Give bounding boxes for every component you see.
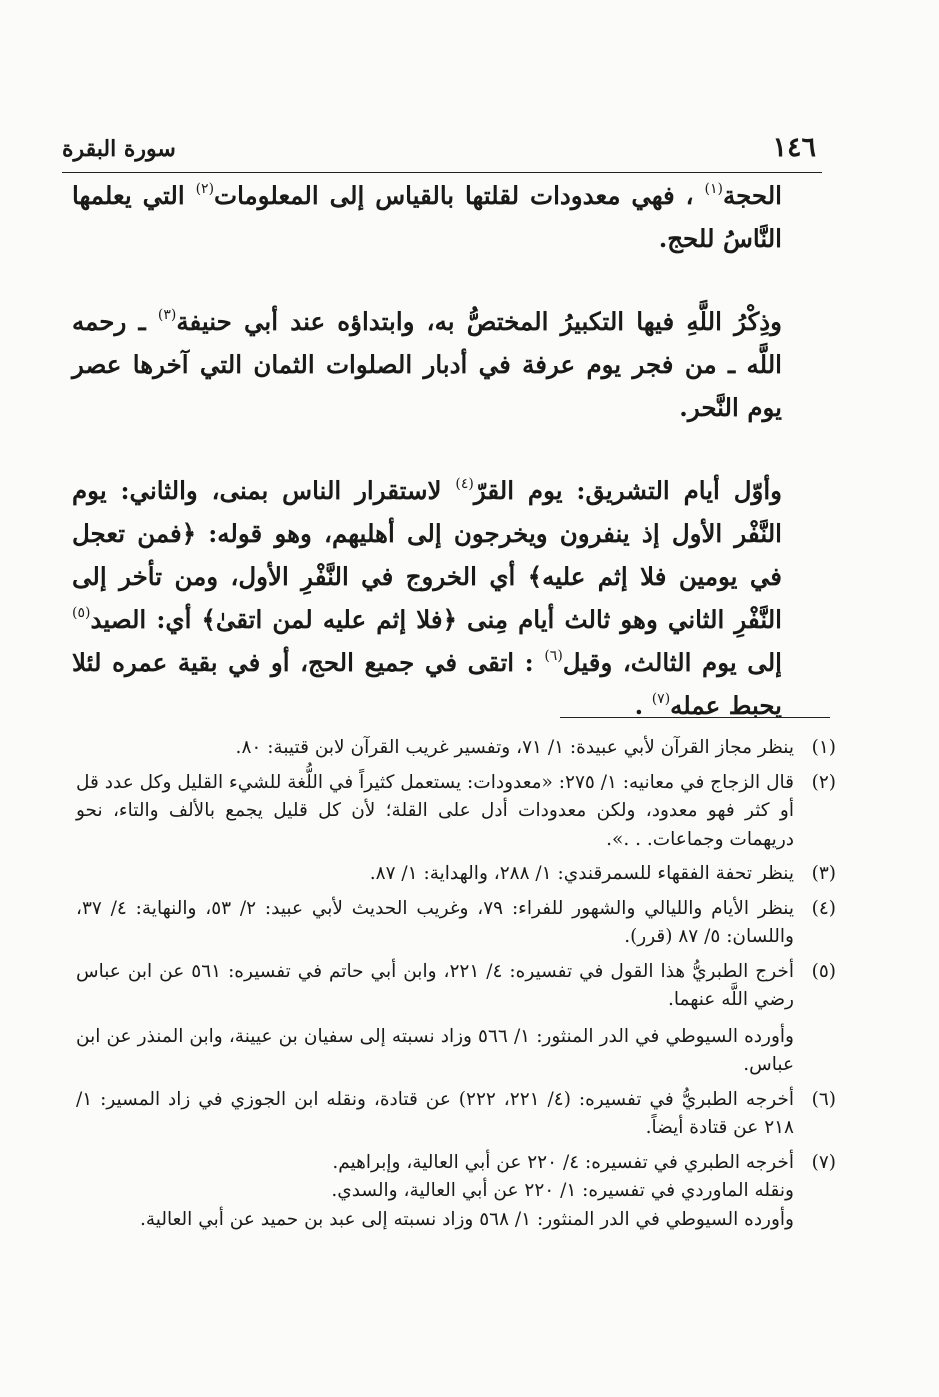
footnote-ref-4: (٤) xyxy=(455,476,474,492)
page-number: ١٤٦ xyxy=(772,132,816,163)
footnote-1 xyxy=(76,734,836,763)
footnote-number: (١) xyxy=(811,737,836,758)
footnote-number: (٣) xyxy=(811,863,836,884)
footnote-7 xyxy=(76,1149,836,1235)
footnote-text: ونقله الماوردي في تفسيره: ١/ ٢٢٠ عن أبي العالية، والسدي. xyxy=(331,1180,794,1201)
footnote-number: (٤) xyxy=(811,897,836,919)
footnotes xyxy=(76,734,836,1240)
footnote-ref-3: (٣) xyxy=(157,307,177,323)
page-header xyxy=(62,132,822,173)
footnote-5 xyxy=(76,958,836,1080)
footnote-text: ينظر الأيام والليالي والشهور للفراء: ٧٩، وغريب الحديث لأبي عبيد: ٢/ ٥٣، والنهاية: ٤/ ٣٧، واللسان: ٥/ ٨٧ (قرر). xyxy=(76,897,794,947)
footnote-4 xyxy=(76,895,836,952)
surah-title: سورة البقرة xyxy=(62,136,176,162)
footnote-ref-1: (١) xyxy=(704,181,723,197)
footnote-number: (٥) xyxy=(811,960,836,982)
paragraph-1: الحجة$^{(١)}$ ، فهي معدودات لقلتها بالقياس إلى المعلومات$^{(٢)}$ التي يعلمها النَّاسُ للحج. xyxy=(72,181,782,253)
footnote-text: قال الزجاج في معانيه: ١/ ٢٧٥: «معدودات: يستعمل كثيراً في اللُّغة للشيء القليل وكل عدد قل أو كثر فهو معدود، ولكن معدودات أدل على القلة؛ لأن كل قليل يجمع بالألف والتاء، نحو دريهمات وجماعات. . .». xyxy=(76,771,794,850)
footnote-text: وأورده السيوطي في الدر المنثور: ١/ ٥٦٦ وزاد نسبته إلى سفيان بن عيينة، وابن المنذر عن ابن عباس. xyxy=(76,1025,794,1075)
footnote-ref-6: (٦) xyxy=(544,648,563,664)
footnote-number: (٧) xyxy=(811,1151,836,1173)
footnote-number: (٢) xyxy=(811,771,836,793)
footnote-text: أخرجه الطبريُّ في تفسيره: (٤/ ٢٢١، ٢٢٢) عن قتادة، ونقله ابن الجوزي في زاد المسير: ١/ ٢١٨ عن قتادة أيضاً. xyxy=(76,1088,794,1138)
footnote-ref-2: (٢) xyxy=(195,181,215,197)
footnote-6 xyxy=(76,1086,836,1143)
footnote-divider xyxy=(560,717,830,718)
footnote-text: ينظر تحفة الفقهاء للسمرقندي: ١/ ٢٨٨، والهداية: ١/ ٨٧. xyxy=(369,863,794,884)
footnote-text: ينظر مجاز القرآن لأبي عبيدة: ١/ ٧١، وتفسير غريب القرآن لابن قتيبة: ٨٠. xyxy=(235,737,794,758)
footnote-text: وأورده السيوطي في الدر المنثور: ١/ ٥٦٨ وزاد نسبته إلى عبد بن حميد عن أبي العالية. xyxy=(139,1208,794,1230)
footnote-2 xyxy=(76,769,836,855)
footnote-ref-7: (٧) xyxy=(651,691,671,707)
footnote-ref-5: (٥) xyxy=(72,605,91,621)
main-text xyxy=(72,174,782,767)
paragraph-2: وذِكْرُ اللَّهِ فيها التكبيرُ المختصُّ به، وابتداؤه عند أبي حنيفة$^{(٣)}$ ـ رحمه اللَّه ـ من فجر يوم عرفة في أدبار الصلوات الثمان التي آخرها عصر يوم النَّحر. xyxy=(72,307,783,422)
footnote-number: (٦) xyxy=(811,1088,836,1110)
footnote-text: أخرج الطبريُّ هذا القول في تفسيره: ٤/ ٢٢١، وابن أبي حاتم في تفسيره: ٥٦١ عن ابن عباس رضي اللَّه عنهما. xyxy=(76,960,795,1010)
footnote-text: أخرجه الطبري في تفسيره: ٤/ ٢٢٠ عن أبي العالية، وإبراهيم. xyxy=(332,1151,794,1173)
paragraph-3: وأوّل أيام التشريق: يوم القرّ$^{(٤)}$ لاستقرار الناس بمنى، والثاني: يوم النَّفْر الأول إذ ينفرون ويخرجون إلى أهليهم، وهو قوله: ﴿فمن تعجل في يومين فلا إثم عليه﴾ أي الخروج في النَّفْرِ الأول، ومن تأخر إلى النَّفْرِ الثاني وهو ثالث أيام مِنى ﴿فلا إثم عليه لمن اتقىٰ﴾ أي: الصيد$^{(٥)}$ إلى يوم الثالث، وقيل$^{(٦)}$ : اتقى في جميع الحج، أو في بقية عمره لئلا يحبط عمله$^{(٧)}$ . xyxy=(72,476,782,720)
footnote-3 xyxy=(76,860,836,889)
